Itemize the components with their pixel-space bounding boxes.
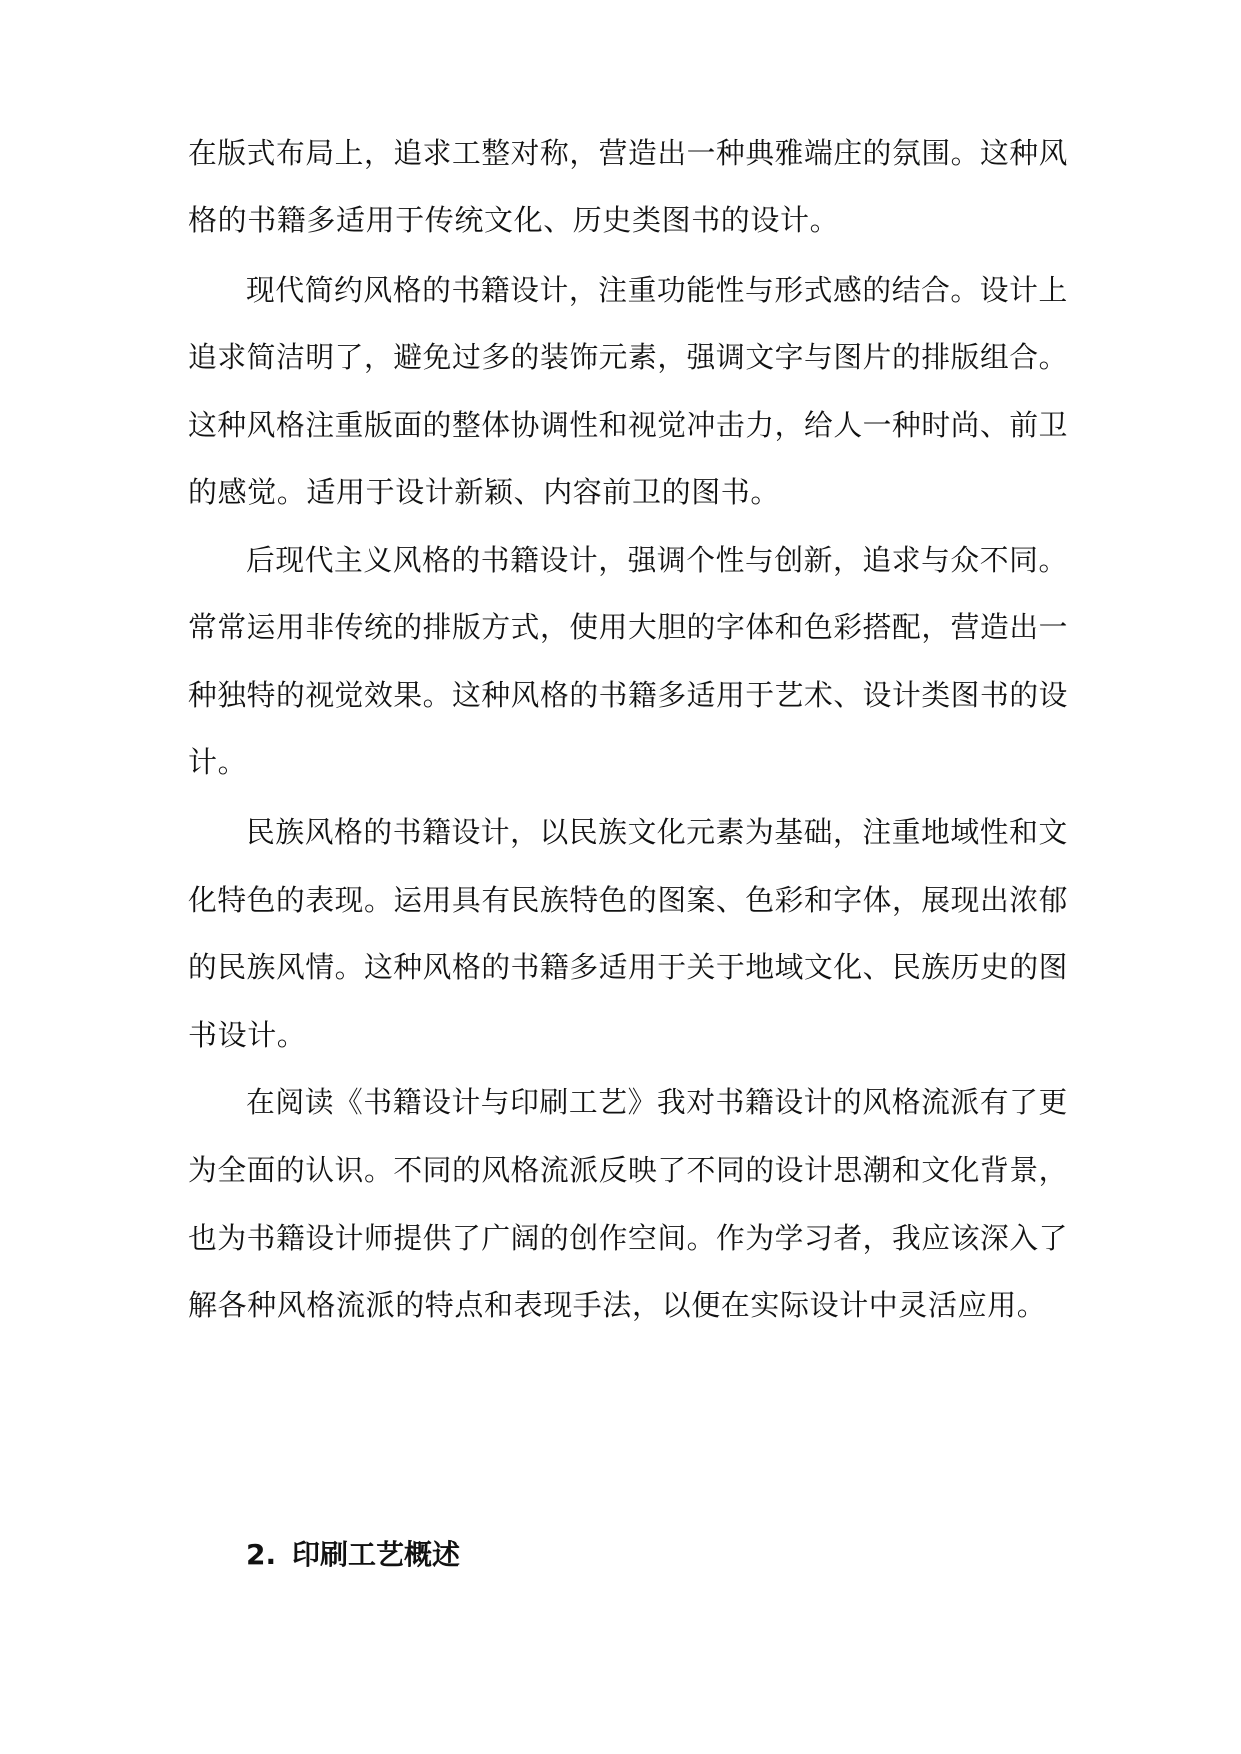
paragraph-line: 种独特的视觉效果。这种风格的书籍多适用于艺术、设计类图书的设: [188, 678, 1069, 712]
paragraph-line: 为全面的认识。不同的风格流派反映了不同的设计思潮和文化背景，: [188, 1153, 1069, 1187]
paragraph-line: 后现代主义风格的书籍设计，强调个性与创新，追求与众不同。: [246, 543, 1068, 577]
paragraph-line: 这种风格注重版面的整体协调性和视觉冲击力，给人一种时尚、前卫: [188, 408, 1069, 442]
paragraph-line: 计。: [188, 745, 248, 779]
paragraph-line: 的感觉。适用于设计新颖、内容前卫的图书。: [188, 475, 781, 509]
paragraph-line: 追求简洁明了，避免过多的装饰元素，强调文字与图片的排版组合。: [188, 340, 1069, 374]
section-number: 2.: [246, 1538, 277, 1571]
paragraph-line: 现代简约风格的书籍设计，注重功能性与形式感的结合。设计上: [246, 273, 1068, 307]
paragraph-line: 在阅读《书籍设计与印刷工艺》我对书籍设计的风格流派有了更: [246, 1085, 1068, 1119]
paragraph-line: 化特色的表现。运用具有民族特色的图案、色彩和字体，展现出浓郁: [188, 883, 1069, 917]
paragraph-line: 民族风格的书籍设计，以民族文化元素为基础，注重地域性和文: [246, 815, 1068, 849]
paragraph-line: 格的书籍多适用于传统文化、历史类图书的设计。: [188, 203, 840, 237]
paragraph-line: 也为书籍设计师提供了广阔的创作空间。作为学习者，我应该深入了: [188, 1221, 1069, 1255]
paragraph-line: 在版式布局上，追求工整对称，营造出一种典雅端庄的氛围。这种风: [188, 136, 1069, 170]
section-heading: [246, 1535, 460, 1575]
paragraph-line: 常常运用非传统的排版方式，使用大胆的字体和色彩搭配，营造出一: [188, 610, 1069, 644]
paragraph-line: 解各种风格流派的特点和表现手法，以便在实际设计中灵活应用。: [188, 1288, 1047, 1322]
section-title: 印刷工艺概述: [292, 1538, 461, 1571]
paragraph-line: 书设计。: [188, 1018, 307, 1052]
paragraph-line: 的民族风情。这种风格的书籍多适用于关于地域文化、民族历史的图: [188, 950, 1069, 984]
